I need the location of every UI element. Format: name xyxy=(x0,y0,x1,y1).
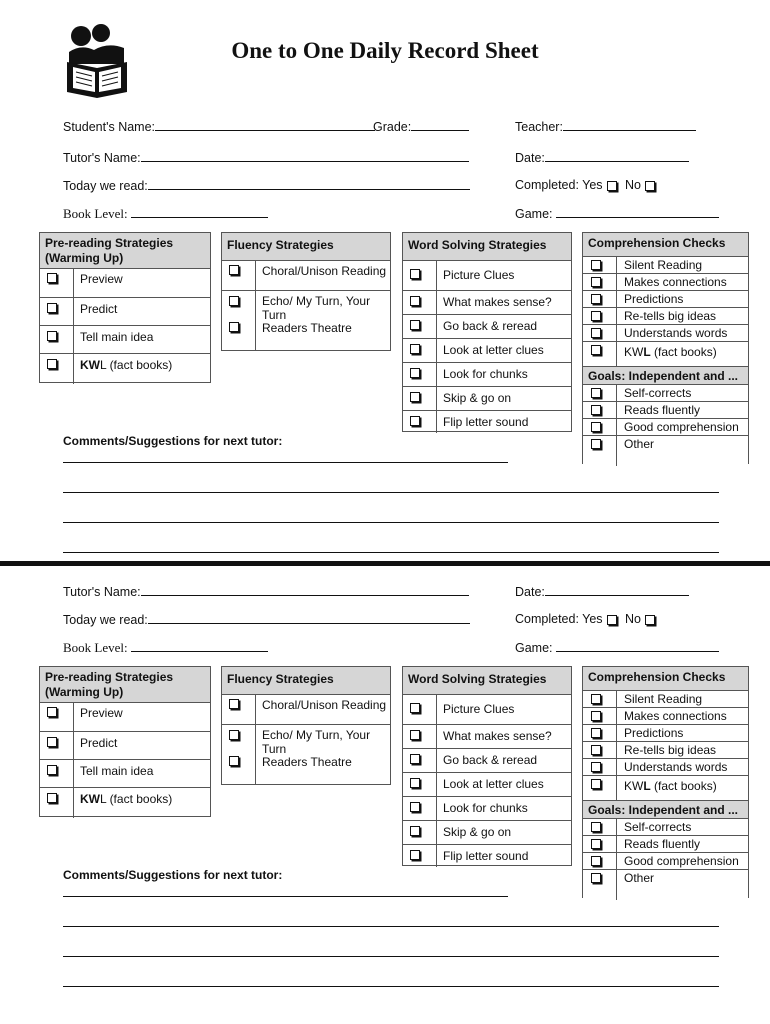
word-solving-checkbox[interactable] xyxy=(410,778,420,788)
word-solving-checkbox[interactable] xyxy=(410,826,420,836)
today-read-field[interactable] xyxy=(63,178,470,193)
goals-item: Self-corrects xyxy=(624,820,692,834)
word-solving-row[interactable] xyxy=(403,410,571,433)
fluency-item xyxy=(262,294,388,322)
tutor-name-field-2[interactable] xyxy=(63,584,469,599)
tutor-name-label: Tutor's Name: xyxy=(63,151,141,165)
prereading-box xyxy=(39,232,211,383)
prereading-box-2 xyxy=(39,666,211,817)
comprehension-header: Comprehension Checks xyxy=(583,233,748,257)
comment-line[interactable] xyxy=(63,956,719,957)
comprehension-item: Re-tells big ideas xyxy=(624,743,717,757)
word-solving-item: Go back & reread xyxy=(443,753,538,767)
comprehension-box xyxy=(582,232,749,464)
word-solving-checkbox[interactable] xyxy=(410,344,420,354)
word-solving-checkbox[interactable] xyxy=(410,296,420,306)
word-solving-checkbox[interactable] xyxy=(410,754,420,764)
prereading-item: Tell main idea xyxy=(80,330,154,344)
word-solving-checkbox[interactable] xyxy=(410,802,420,812)
word-solving-checkbox[interactable] xyxy=(410,320,420,330)
comprehension-item: Makes connections xyxy=(624,709,727,723)
comprehension-row[interactable] xyxy=(583,256,748,274)
word-solving-checkbox[interactable] xyxy=(410,368,420,378)
word-solving-row[interactable] xyxy=(403,724,571,749)
word-solving-checkbox[interactable] xyxy=(410,416,420,426)
comprehension-item: Silent Reading xyxy=(624,692,703,706)
fluency-item-line: Turn xyxy=(262,742,287,756)
comprehension-header: Comprehension Checks xyxy=(583,667,748,691)
comprehension-item: Predictions xyxy=(624,292,684,306)
kwl-rest: L (fact books) xyxy=(100,358,173,372)
predict-checkbox[interactable] xyxy=(47,303,57,313)
goals-header: Goals: Independent and ... xyxy=(583,366,748,384)
prereading-row[interactable] xyxy=(40,759,210,788)
comprehension-checkbox[interactable] xyxy=(591,762,601,772)
word-solving-row[interactable] xyxy=(403,260,571,290)
preview-checkbox[interactable] xyxy=(47,707,57,717)
date-field[interactable] xyxy=(515,150,689,165)
goals-row[interactable] xyxy=(583,869,748,900)
book-level-label: Book Level: xyxy=(63,640,128,655)
word-solving-checkbox[interactable] xyxy=(410,392,420,402)
comprehension-checkbox[interactable] xyxy=(591,328,601,338)
comment-line[interactable] xyxy=(63,552,719,553)
prereading-item: Predict xyxy=(80,736,118,750)
choral-checkbox[interactable] xyxy=(229,265,239,275)
goals-row[interactable] xyxy=(583,852,748,870)
word-solving-checkbox[interactable] xyxy=(410,269,420,279)
comprehension-row[interactable] xyxy=(583,307,748,325)
date-label: Date: xyxy=(515,585,545,599)
kwl-rest: L (fact books) xyxy=(100,792,173,806)
word-solving-checkbox[interactable] xyxy=(410,850,420,860)
completed-yes-label: Completed: Yes xyxy=(515,178,603,192)
comprehension-item: Predictions xyxy=(624,726,684,740)
comment-line[interactable] xyxy=(63,462,508,463)
word-solving-row[interactable] xyxy=(403,362,571,387)
word-solving-item: Flip letter sound xyxy=(443,849,529,863)
teacher-field[interactable] xyxy=(515,119,696,134)
readers-theatre-checkbox[interactable] xyxy=(229,756,239,766)
comprehension-row[interactable] xyxy=(583,273,748,291)
comment-line[interactable] xyxy=(63,896,508,897)
goals-item: Other xyxy=(624,871,655,885)
word-solving-item: Look for chunks xyxy=(443,367,528,381)
word-solving-row[interactable] xyxy=(403,820,571,845)
prereading-row[interactable] xyxy=(40,297,210,326)
teacher-label: Teacher: xyxy=(515,120,563,134)
prereading-item: Preview xyxy=(80,272,123,286)
prereading-title-1: Pre-reading Strategies xyxy=(45,670,174,684)
comprehension-item xyxy=(624,345,717,359)
fluency-item: Readers Theatre xyxy=(262,755,352,769)
kwl-bold: KW xyxy=(80,792,100,806)
goals-checkbox[interactable] xyxy=(591,439,601,449)
fluency-header: Fluency Strategies xyxy=(222,233,390,261)
word-solving-row[interactable] xyxy=(403,338,571,363)
comprehension-item: Understands words xyxy=(624,760,728,774)
comprehension-row[interactable] xyxy=(583,741,748,759)
goals-item: Reads fluently xyxy=(624,403,701,417)
word-solving-item: Skip & go on xyxy=(443,825,512,839)
word-solving-checkbox[interactable] xyxy=(410,703,420,713)
comprehension-checkbox[interactable] xyxy=(591,345,601,355)
kwl-checkbox[interactable] xyxy=(47,359,57,369)
goals-checkbox[interactable] xyxy=(591,822,601,832)
goals-checkbox[interactable] xyxy=(591,856,601,866)
choral-checkbox[interactable] xyxy=(229,699,239,709)
goals-row[interactable] xyxy=(583,835,748,853)
comprehension-row[interactable] xyxy=(583,707,748,725)
completed-yes-checkbox[interactable] xyxy=(607,181,617,191)
predict-checkbox[interactable] xyxy=(47,737,57,747)
comprehension-checkbox[interactable] xyxy=(591,779,601,789)
prereading-item xyxy=(80,358,208,372)
completed-no-checkbox[interactable] xyxy=(645,181,655,191)
completed-field-2 xyxy=(515,612,656,626)
section-divider xyxy=(0,561,770,566)
comment-line[interactable] xyxy=(63,926,719,927)
comprehension-checkbox[interactable] xyxy=(591,260,601,270)
kwl-pre: KW xyxy=(624,345,644,359)
prereading-title-2: (Warming Up) xyxy=(45,685,124,699)
grade-label: Grade: xyxy=(373,120,412,134)
fluency-item: Readers Theatre xyxy=(262,321,352,335)
goals-checkbox[interactable] xyxy=(591,405,601,415)
comprehension-checkbox[interactable] xyxy=(591,294,601,304)
kwl-rest: (fact books) xyxy=(650,779,717,793)
book-level-field-2[interactable] xyxy=(63,640,268,655)
goals-row[interactable] xyxy=(583,384,748,402)
goals-header: Goals: Independent and ... xyxy=(583,800,748,818)
echo-checkbox[interactable] xyxy=(229,296,239,306)
goals-checkbox[interactable] xyxy=(591,873,601,883)
tell-main-idea-checkbox[interactable] xyxy=(47,765,57,775)
kwl-bold-l: L xyxy=(643,345,651,359)
word-solving-row[interactable] xyxy=(403,314,571,339)
kwl-checkbox[interactable] xyxy=(47,793,57,803)
fluency-row[interactable] xyxy=(222,694,390,724)
prereading-row[interactable] xyxy=(40,268,210,297)
kwl-rest: (fact books) xyxy=(650,345,717,359)
comprehension-checkbox[interactable] xyxy=(591,277,601,287)
fluency-row[interactable] xyxy=(222,755,390,785)
word-solving-item: Go back & reread xyxy=(443,319,538,333)
goals-row[interactable] xyxy=(583,418,748,436)
fluency-item-line: Echo/ My Turn, Your xyxy=(262,294,371,308)
fluency-row[interactable] xyxy=(222,260,390,290)
prereading-row[interactable] xyxy=(40,325,210,354)
goals-row[interactable] xyxy=(583,401,748,419)
comprehension-checkbox[interactable] xyxy=(591,745,601,755)
goals-row[interactable] xyxy=(583,818,748,836)
completed-yes-label: Completed: Yes xyxy=(515,612,603,626)
student-name-label: Student's Name: xyxy=(63,120,156,134)
comprehension-item: Makes connections xyxy=(624,275,727,289)
today-read-label: Today we read: xyxy=(63,179,148,193)
goals-item: Self-corrects xyxy=(624,386,692,400)
word-solving-item: Skip & go on xyxy=(443,391,512,405)
word-solving-row[interactable] xyxy=(403,844,571,867)
page-title: One to One Daily Record Sheet xyxy=(231,38,539,63)
book-level-label: Book Level: xyxy=(63,206,128,221)
goals-item: Other xyxy=(624,437,655,451)
echo-checkbox[interactable] xyxy=(229,730,239,740)
word-solving-checkbox[interactable] xyxy=(410,730,420,740)
fluency-header: Fluency Strategies xyxy=(222,667,390,695)
comments-label: Comments/Suggestions for next tutor: xyxy=(63,434,283,448)
fluency-box-2 xyxy=(221,666,391,785)
game-label: Game: xyxy=(515,207,553,221)
word-solving-row[interactable] xyxy=(403,796,571,821)
comprehension-checkbox[interactable] xyxy=(591,711,601,721)
goals-row[interactable] xyxy=(583,435,748,466)
comment-line[interactable] xyxy=(63,492,719,493)
kwl-bold-l: L xyxy=(643,779,651,793)
book-level-field[interactable] xyxy=(63,206,268,221)
word-solving-item: Look at letter clues xyxy=(443,777,544,791)
goals-checkbox[interactable] xyxy=(591,388,601,398)
game-field-2[interactable] xyxy=(515,640,719,655)
word-solving-row[interactable] xyxy=(403,772,571,797)
prereading-header xyxy=(40,233,210,269)
goals-item: Reads fluently xyxy=(624,837,701,851)
prereading-row[interactable] xyxy=(40,731,210,760)
kwl-bold: KW xyxy=(80,358,100,372)
word-solving-item: What makes sense? xyxy=(443,295,552,309)
fluency-item: Choral/Unison Reading xyxy=(262,698,387,712)
prereading-header xyxy=(40,667,210,703)
completed-yes-checkbox[interactable] xyxy=(607,615,617,625)
fluency-item xyxy=(262,728,388,756)
word-solving-box-2 xyxy=(402,666,572,866)
comprehension-row[interactable] xyxy=(583,341,748,367)
fluency-item-line: Turn xyxy=(262,308,287,322)
completed-no-label: No xyxy=(625,178,641,192)
word-solving-item: Look for chunks xyxy=(443,801,528,815)
preview-checkbox[interactable] xyxy=(47,273,57,283)
word-solving-item: Picture Clues xyxy=(443,702,515,716)
tutor-name-field[interactable] xyxy=(63,150,469,165)
student-name-field[interactable] xyxy=(63,119,375,134)
comprehension-row[interactable] xyxy=(583,724,748,742)
goals-item: Good comprehension xyxy=(624,420,739,434)
goals-item: Good comprehension xyxy=(624,854,739,868)
goals-checkbox[interactable] xyxy=(591,422,601,432)
comprehension-checkbox[interactable] xyxy=(591,311,601,321)
comprehension-row[interactable] xyxy=(583,324,748,342)
fluency-item-line: Echo/ My Turn, Your xyxy=(262,728,371,742)
comprehension-checkbox[interactable] xyxy=(591,728,601,738)
prereading-row[interactable] xyxy=(40,353,210,384)
comprehension-row[interactable] xyxy=(583,290,748,308)
word-solving-item: Look at letter clues xyxy=(443,343,544,357)
today-read-field-2[interactable] xyxy=(63,612,470,627)
game-field[interactable] xyxy=(515,206,719,221)
fluency-box xyxy=(221,232,391,351)
comprehension-item xyxy=(624,779,717,793)
word-solving-item: What makes sense? xyxy=(443,729,552,743)
comment-line[interactable] xyxy=(63,522,719,523)
word-solving-header: Word Solving Strategies xyxy=(403,667,571,695)
prereading-title-1: Pre-reading Strategies xyxy=(45,236,174,250)
completed-no-label: No xyxy=(625,612,641,626)
tutor-name-label: Tutor's Name: xyxy=(63,585,141,599)
word-solving-box xyxy=(402,232,572,432)
prereading-item xyxy=(80,792,208,806)
prereading-item: Preview xyxy=(80,706,123,720)
prereading-item: Predict xyxy=(80,302,118,316)
prereading-title-2: (Warming Up) xyxy=(45,251,124,265)
goals-checkbox[interactable] xyxy=(591,839,601,849)
kwl-pre: KW xyxy=(624,779,644,793)
comprehension-item: Understands words xyxy=(624,326,728,340)
fluency-row[interactable] xyxy=(222,290,390,322)
comment-line[interactable] xyxy=(63,986,719,987)
completed-field xyxy=(515,178,656,192)
prereading-row[interactable] xyxy=(40,702,210,731)
date-label: Date: xyxy=(515,151,545,165)
completed-no-checkbox[interactable] xyxy=(645,615,655,625)
word-solving-item: Flip letter sound xyxy=(443,415,529,429)
word-solving-row[interactable] xyxy=(403,694,571,724)
word-solving-row[interactable] xyxy=(403,748,571,773)
comprehension-row[interactable] xyxy=(583,775,748,801)
comments-label-2: Comments/Suggestions for next tutor: xyxy=(63,868,283,882)
word-solving-row[interactable] xyxy=(403,290,571,315)
fluency-row[interactable] xyxy=(222,724,390,756)
readers-theatre-checkbox[interactable] xyxy=(229,322,239,332)
date-field-2[interactable] xyxy=(515,584,689,599)
comprehension-item: Re-tells big ideas xyxy=(624,309,717,323)
prereading-item: Tell main idea xyxy=(80,764,154,778)
comprehension-item: Silent Reading xyxy=(624,258,703,272)
tell-main-idea-checkbox[interactable] xyxy=(47,331,57,341)
fluency-row[interactable] xyxy=(222,321,390,351)
prereading-row[interactable] xyxy=(40,787,210,818)
word-solving-row[interactable] xyxy=(403,386,571,411)
game-label: Game: xyxy=(515,641,553,655)
grade-field[interactable] xyxy=(373,119,469,134)
today-read-label: Today we read: xyxy=(63,613,148,627)
word-solving-header: Word Solving Strategies xyxy=(403,233,571,261)
word-solving-item: Picture Clues xyxy=(443,268,515,282)
comprehension-row[interactable] xyxy=(583,758,748,776)
comprehension-row[interactable] xyxy=(583,690,748,708)
comprehension-box-2 xyxy=(582,666,749,898)
fluency-item: Choral/Unison Reading xyxy=(262,264,387,278)
comprehension-checkbox[interactable] xyxy=(591,694,601,704)
